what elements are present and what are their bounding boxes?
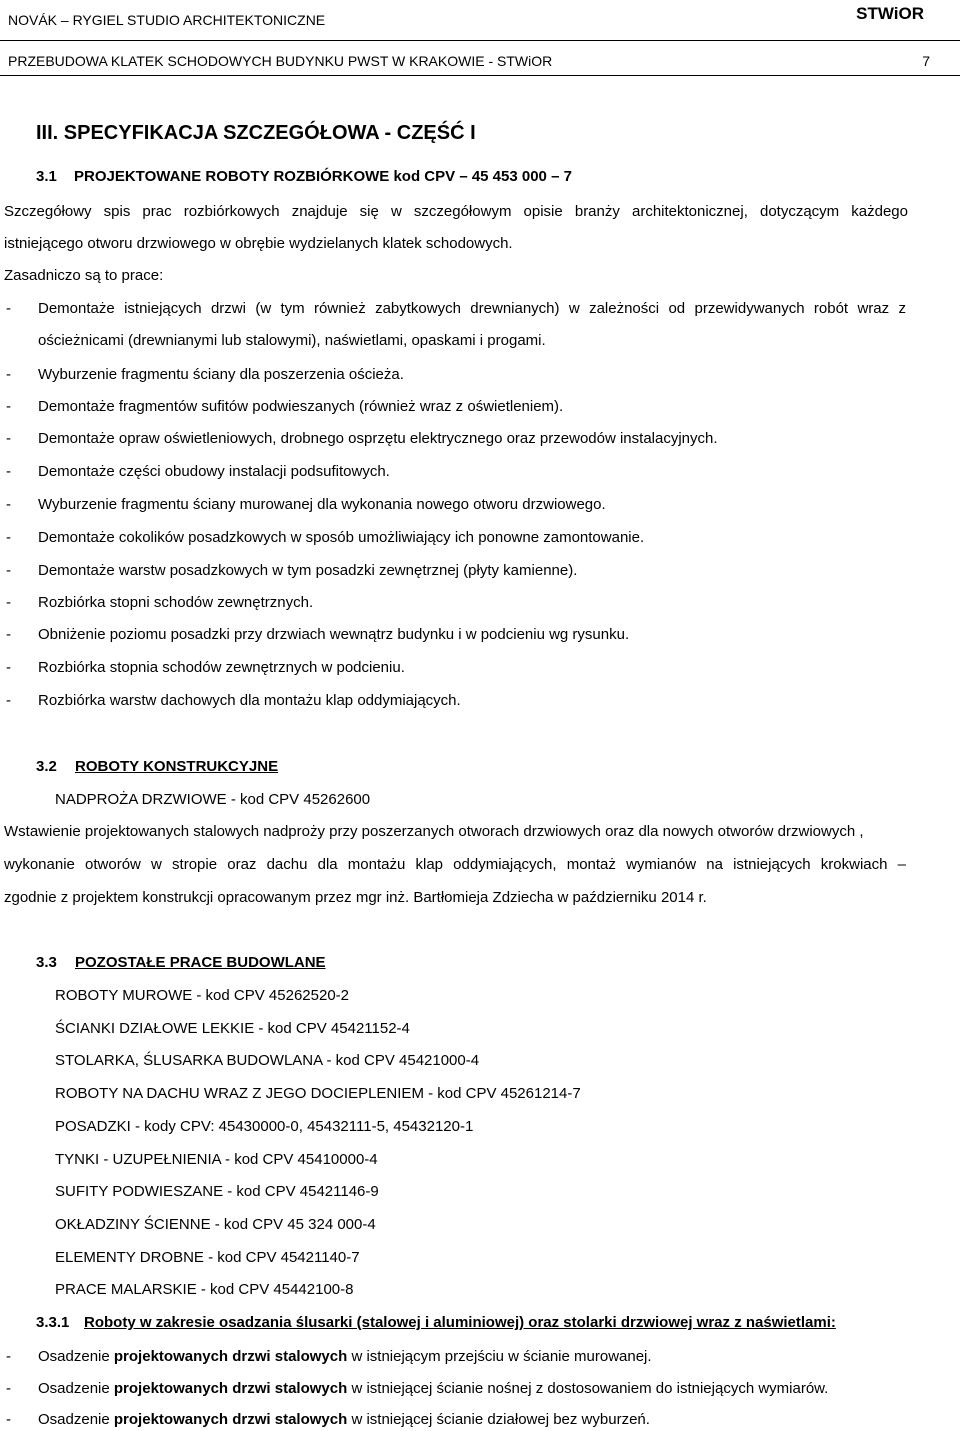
list-item-1-line-1: Demontaże istniejących drzwi (w tym również zabytkowych drewnianych) w zależności od przewidywanych robót wraz z: [38, 300, 906, 317]
list-dash: -: [6, 1380, 11, 1397]
installation-item: [38, 1348, 652, 1366]
cpv-code-item: ROBOTY NA DACHU WRAZ Z JEGO DOCIEPLENIEM - kod CPV 45261214-7: [55, 1085, 581, 1102]
section-3-2-line-2: wykonanie otworów w stropie oraz dachu dla montażu klap oddymiających, montaż wymianów na istniejących krokwiach –: [4, 856, 906, 873]
list-dash: -: [6, 430, 11, 447]
list-dash: -: [6, 398, 11, 415]
installation-item-bold: projektowanych drzwi stalowych: [113, 1411, 348, 1428]
list-item: Demontaże części obudowy instalacji podsufitowych.: [38, 463, 390, 480]
cpv-code-item: ROBOTY MUROWE - kod CPV 45262520-2: [55, 987, 349, 1004]
list-item-1-line-2: ościeżnicami (drewnianymi lub stalowymi), naświetlami, opaskami i progami.: [38, 332, 546, 349]
cpv-code-item: OKŁADZINY ŚCIENNE - kod CPV 45 324 000-4: [55, 1216, 376, 1233]
section-3-2-line-3: zgodnie z projektem konstrukcji opracowanym przez mgr inż. Bartłomieja Zdziecha w październiku 2014 r.: [4, 889, 707, 906]
installation-item-bold: projektowanych drzwi stalowych: [113, 1348, 348, 1365]
header-brand: STWiOR: [856, 4, 924, 23]
list-item: Wyburzenie fragmentu ściany dla poszerzenia ościeża.: [38, 366, 404, 383]
list-dash: -: [6, 659, 11, 676]
list-item: Demontaże warstw posadzkowych w tym posadzki zewnętrznej (płyty kamienne).: [38, 562, 578, 579]
installation-item-pre: Osadzenie: [38, 1380, 114, 1397]
list-item: Demontaże opraw oświetleniowych, drobnego osprzętu elektrycznego oraz przewodów instalacyjnych.: [38, 430, 718, 447]
installation-item-post: w istniejącej ścianie działowej bez wyburzeń.: [347, 1411, 650, 1428]
section-3-2-number: 3.2: [36, 758, 57, 775]
section-3-2-subtitle: NADPROŻA DRZWIOWE - kod CPV 45262600: [55, 791, 371, 808]
list-dash: -: [6, 300, 11, 317]
section-3-1-intro-line-1: Szczegółowy spis prac rozbiórkowych znajduje się w szczegółowym opisie branży architektonicznej, dotyczącym każdego: [4, 203, 908, 220]
list-dash: -: [6, 366, 11, 383]
list-dash: -: [6, 562, 11, 579]
header-divider-bottom: [0, 75, 960, 76]
installation-item-pre: Osadzenie: [38, 1411, 114, 1428]
cpv-code-item: SUFITY PODWIESZANE - kod CPV 45421146-9: [55, 1183, 379, 1200]
installation-item: [38, 1411, 650, 1429]
cpv-code-item: ŚCIANKI DZIAŁOWE LEKKIE - kod CPV 45421152-4: [55, 1020, 410, 1037]
list-item: Rozbiórka stopni schodów zewnętrznych.: [38, 594, 314, 611]
list-item: Demontaże fragmentów sufitów podwieszanych (również wraz z oświetleniem).: [38, 398, 564, 415]
installation-item-post: w istniejącej ścianie nośnej z dostosowaniem do istniejących wymiarów.: [347, 1380, 829, 1397]
list-item: Demontaże cokolików posadzkowych w sposób umożliwiający ich ponowne zamontowanie.: [38, 529, 645, 546]
cpv-code-item: STOLARKA, ŚLUSARKA BUDOWLANA - kod CPV 45421000-4: [55, 1052, 480, 1069]
list-dash: -: [6, 692, 11, 709]
cpv-code-item: TYNKI - UZUPEŁNIENIA - kod CPV 45410000-4: [55, 1151, 378, 1168]
header-divider-top: [0, 40, 960, 41]
list-dash: -: [6, 463, 11, 480]
list-dash: -: [6, 529, 11, 546]
section-3-3-title: POZOSTAŁE PRACE BUDOWLANE: [75, 954, 326, 971]
header-studio-name: NOVÁK – RYGIEL STUDIO ARCHITEKTONICZNE: [8, 12, 326, 28]
page-number: 7: [922, 53, 930, 69]
installation-item: [38, 1380, 828, 1398]
section-3-1-list-intro: Zasadniczo są to prace:: [4, 267, 164, 284]
cpv-code-item: PRACE MALARSKIE - kod CPV 45442100-8: [55, 1281, 354, 1298]
section-3-1-title: PROJEKTOWANE ROBOTY ROZBIÓRKOWE kod CPV – 45 453 000 – 7: [74, 168, 572, 185]
installation-item-post: w istniejącym przejściu w ścianie murowanej.: [347, 1348, 652, 1365]
section-3-2-line-1: Wstawienie projektowanych stalowych nadproży przy poszerzanych otworach drzwiowych oraz dla nowych otworów drzwiowych ,: [4, 823, 864, 840]
list-item: Wyburzenie fragmentu ściany murowanej dla wykonania nowego otworu drzwiowego.: [38, 496, 606, 513]
list-item: Rozbiórka stopnia schodów zewnętrznych w podcieniu.: [38, 659, 405, 676]
section-3-1-number: 3.1: [36, 168, 57, 185]
list-dash: -: [6, 1411, 11, 1428]
list-dash: -: [6, 1348, 11, 1365]
part-title: III. SPECYFIKACJA SZCZEGÓŁOWA - CZĘŚĆ I: [36, 122, 476, 144]
cpv-code-item: ELEMENTY DROBNE - kod CPV 45421140-7: [55, 1249, 360, 1266]
list-dash: -: [6, 626, 11, 643]
section-3-3-number: 3.3: [36, 954, 57, 971]
list-dash: -: [6, 496, 11, 513]
installation-item-pre: Osadzenie: [38, 1348, 114, 1365]
section-3-3-1-title: Roboty w zakresie osadzania ślusarki (stalowej i aluminiowej) oraz stolarki drzwiowej wraz z naświetlami:: [84, 1314, 836, 1331]
list-item: Obniżenie poziomu posadzki przy drzwiach wewnątrz budynku i w podcieniu wg rysunku.: [38, 626, 630, 643]
section-3-1-intro-line-2: istniejącego otworu drzwiowego w obrębie wydzielanych klatek schodowych.: [4, 235, 513, 252]
header-project-title: PRZEBUDOWA KLATEK SCHODOWYCH BUDYNKU PWST W KRAKOWIE - STWiOR: [8, 53, 553, 69]
cpv-code-item: POSADZKI - kody CPV: 45430000-0, 45432111-5, 45432120-1: [55, 1118, 474, 1135]
installation-item-bold: projektowanych drzwi stalowych: [113, 1380, 348, 1397]
section-3-2-title: ROBOTY KONSTRUKCYJNE: [75, 758, 279, 775]
section-3-3-1-number: 3.3.1: [36, 1314, 70, 1331]
list-dash: -: [6, 594, 11, 611]
list-item: Rozbiórka warstw dachowych dla montażu klap oddymiających.: [38, 692, 461, 709]
